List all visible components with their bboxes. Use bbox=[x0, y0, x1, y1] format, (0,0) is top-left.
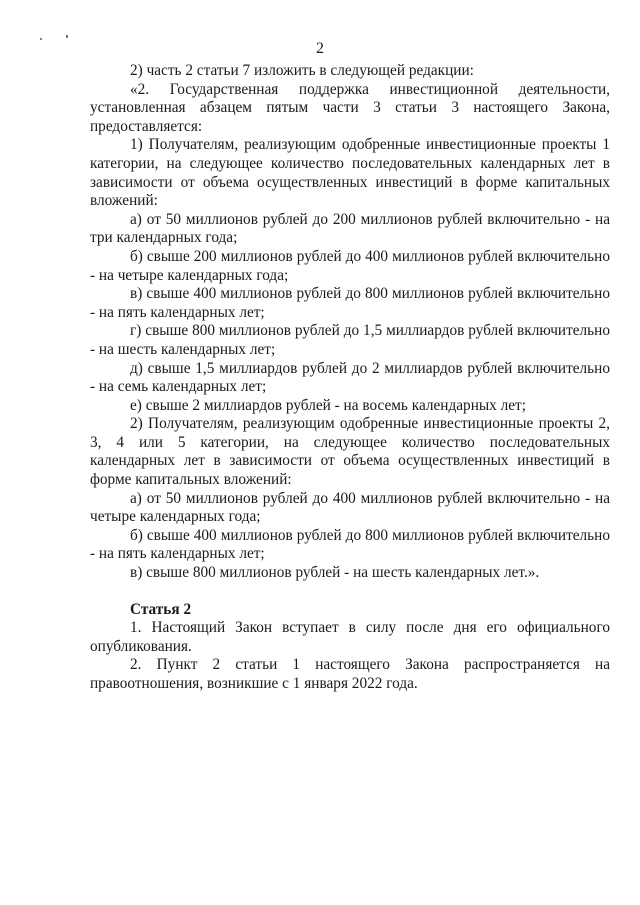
document-body bbox=[90, 62, 610, 694]
paragraph-item-1f: е) свыше 2 миллиардов рублей - на восемь календарных лет; bbox=[130, 396, 526, 414]
paragraph-item-2b: б) свыше 400 миллионов рублей до 800 миллионов рублей включительно - на пять календарных лет; bbox=[90, 526, 610, 563]
paragraph-item-1b: б) свыше 200 миллионов рублей до 400 миллионов рублей включительно - на четыре календарных года; bbox=[90, 247, 610, 284]
paragraph-item-2: 2) Получателям, реализующим одобренные инвестиционные проекты 2, 3, 4 или 5 категории, на следующее количество последовательных календарных лет в зависимости от объема осуществленных инвестиций в форме капитальных вложений: bbox=[90, 415, 610, 489]
paragraph-item-1c: в) свыше 400 миллионов рублей до 800 миллионов рублей включительно - на пять календарных лет; bbox=[90, 285, 610, 321]
paragraph-item-1a: а) от 50 миллионов рублей до 200 миллионов рублей включительно - на три календарных года; bbox=[90, 210, 610, 247]
scan-speck bbox=[40, 38, 42, 40]
article-2-heading: Статья 2 bbox=[130, 600, 192, 618]
paragraph-item-2c: в) свыше 800 миллионов рублей - на шесть календарных лет.». bbox=[130, 564, 540, 582]
article-2-paragraph-2: 2. Пункт 2 статьи 1 настоящего Закона распространяется на правоотношения, возникшие с 1 января 2022 года. bbox=[90, 656, 610, 692]
paragraph-item-1d: г) свыше 800 миллионов рублей до 1,5 миллиардов рублей включительно - на шесть календарных лет; bbox=[90, 322, 610, 358]
page-number: 2 bbox=[316, 40, 324, 57]
paragraph-item-1e: д) свыше 1,5 миллиардов рублей до 2 миллиардов рублей включительно - на семь календарных лет; bbox=[90, 359, 610, 396]
paragraph-item-1: 1) Получателям, реализующим одобренные инвестиционные проекты 1 категории, на следующее количество последовательных календарных лет в зависимости от объема осуществленных инвестиций в форме капитальных вложений: bbox=[90, 136, 610, 210]
paragraph-item-2a: а) от 50 миллионов рублей до 400 миллионов рублей включительно - на четыре календарных года; bbox=[90, 489, 610, 526]
paragraph-amendment-intro: 2) часть 2 статьи 7 изложить в следующей редакции: bbox=[130, 62, 474, 79]
scan-speck bbox=[66, 35, 68, 38]
paragraph-part-2: «2. Государственная поддержка инвестиционной деятельности, установленная абзацем пятым части 3 статьи 3 настоящего Закона, предоставляется: bbox=[90, 80, 610, 135]
article-2-paragraph-1: 1. Настоящий Закон вступает в силу после дня его официального опубликования. bbox=[90, 619, 610, 655]
